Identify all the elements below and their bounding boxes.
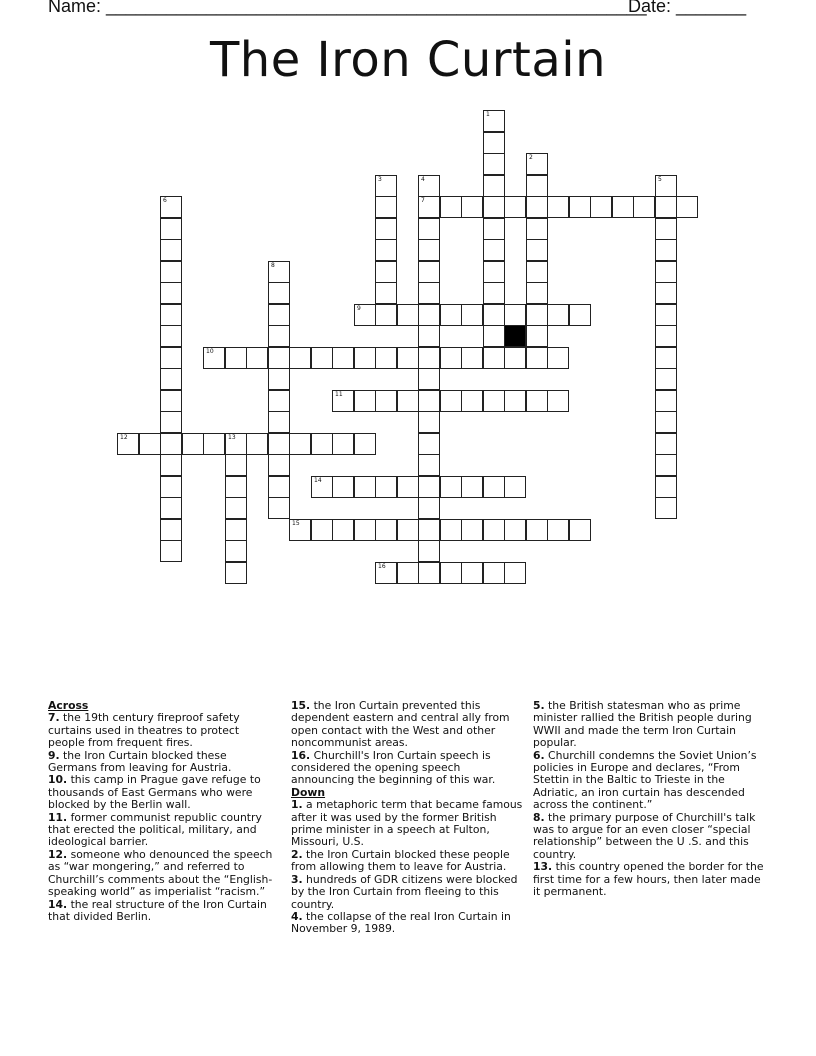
grid-cell[interactable] [375,196,397,218]
grid-cell[interactable] [332,476,354,498]
grid-cell[interactable] [203,433,225,455]
grid-cell[interactable] [160,433,182,455]
grid-cell[interactable] [526,390,548,412]
cell-number: 2 [529,154,533,161]
grid-cell[interactable] [440,196,462,218]
clue-down-3: 3. hundreds of GDR citizens were blocked by the Iron Curtain from fleeing to this country. [291,872,518,911]
clue-down-6: 6. Churchill condemns the Soviet Union’s policies in Europe and declares, “From Stettin in the Baltic to Trieste in the Adriatic, an iron curtain has descended across the continent.” [533,748,757,812]
grid-cell[interactable] [483,175,505,197]
grid-cell[interactable] [397,519,419,541]
grid-cell[interactable] [332,433,354,455]
grid-cell[interactable] [160,218,182,240]
grid-cell[interactable] [483,132,505,154]
grid-cell[interactable] [418,390,440,412]
grid-cell[interactable] [375,239,397,261]
grid-cell[interactable] [160,454,182,476]
grid-cell[interactable] [483,282,505,304]
grid-cell[interactable] [268,282,290,304]
grid-cell[interactable] [418,519,440,541]
grid-cell[interactable] [311,476,333,498]
cell-number: 7 [421,197,425,204]
grid-cell[interactable] [461,390,483,412]
grid-cell[interactable] [590,196,612,218]
grid-cell[interactable] [504,562,526,584]
grid-cell[interactable] [655,304,677,326]
grid-cell[interactable] [117,433,139,455]
grid-cell[interactable] [526,239,548,261]
grid-cell[interactable] [483,196,505,218]
grid-cell[interactable] [547,390,569,412]
grid-cell[interactable] [375,347,397,369]
grid-cell[interactable] [418,239,440,261]
grid-cell[interactable] [418,196,440,218]
clue-across-7: 7. the 19th century fireproof safety curtains used in theatres to protect people from frequent fires. [48,711,240,750]
grid-cell[interactable] [483,476,505,498]
grid-cell[interactable] [418,347,440,369]
grid-cell[interactable] [655,347,677,369]
grid-cell[interactable] [526,282,548,304]
cell-number: 16 [378,563,386,570]
grid-cell[interactable] [504,476,526,498]
grid-cell[interactable] [483,239,505,261]
grid-cell[interactable] [655,196,677,218]
grid-cell[interactable] [526,153,548,175]
grid-cell[interactable] [440,304,462,326]
grid-cell[interactable] [526,325,548,347]
across-heading: Across [48,699,89,712]
grid-cell[interactable] [483,390,505,412]
clue-across-10: 10. this camp in Prague gave refuge to thousands of East Germans who were blocked by the Berlin wall. [48,773,261,812]
clue-down-13: 13. this country opened the border for the first time for a few hours, then later made it permanent. [533,860,764,899]
grid-cell[interactable] [375,282,397,304]
grid-cell[interactable] [655,454,677,476]
grid-cell[interactable] [160,261,182,283]
grid-cell[interactable] [461,304,483,326]
grid-cell[interactable] [375,476,397,498]
grid-cell[interactable] [461,519,483,541]
grid-cell[interactable] [160,411,182,433]
grid-cell[interactable] [612,196,634,218]
clue-down-5: 5. the British statesman who as prime minister rallied the British people during WWII and made the term Iron Curtain popular. [533,699,752,750]
page-title: The Iron Curtain [209,32,607,88]
grid-cell[interactable] [526,196,548,218]
grid-cell[interactable] [225,562,247,584]
grid-cell[interactable] [246,433,268,455]
grid-cell[interactable] [655,261,677,283]
grid-cell[interactable] [268,476,290,498]
grid-cell[interactable] [569,196,591,218]
clues-column-1 [48,700,276,923]
clue-down-1: 1. a metaphoric term that became famous after it was used by the former British prime minister in a speech at Fulton, Missouri, U.S. [291,798,523,849]
grid-cell[interactable] [418,476,440,498]
grid-cell[interactable] [483,347,505,369]
clue-down-2: 2. the Iron Curtain blocked these people from allowing them to leave for Austria. [291,847,510,874]
grid-cell[interactable] [375,218,397,240]
grid-cell[interactable] [483,519,505,541]
grid-cell[interactable] [418,218,440,240]
grid-cell[interactable] [504,347,526,369]
grid-cell[interactable] [504,519,526,541]
grid-cell[interactable] [547,304,569,326]
grid-cell[interactable] [268,368,290,390]
cell-number: 12 [120,434,128,441]
cell-number: 5 [658,176,662,183]
clue-across-11: 11. former communist republic country that erected the political, military, and ideological barrier. [48,810,262,849]
grid-cell[interactable] [268,454,290,476]
grid-cell[interactable] [483,261,505,283]
clue-across-15: 15. the Iron Curtain prevented this dependent eastern and central ally from open contact with the West and other noncommunist areas. [291,699,510,750]
cell-number: 9 [357,305,361,312]
grid-cell[interactable] [418,325,440,347]
grid-cell[interactable] [160,519,182,541]
cell-number: 15 [292,520,300,527]
grid-cell[interactable] [483,153,505,175]
grid-cell[interactable] [418,304,440,326]
grid-cell[interactable] [160,540,182,562]
grid-cell[interactable] [397,304,419,326]
grid-cell[interactable] [655,476,677,498]
grid-cell[interactable] [354,433,376,455]
grid-cell[interactable] [483,325,505,347]
grid-cell[interactable] [139,433,161,455]
grid-cell[interactable] [311,347,333,369]
grid-cell[interactable] [461,562,483,584]
grid-cell[interactable] [311,433,333,455]
cell-number: 1 [486,111,490,118]
grid-cell[interactable] [160,282,182,304]
grid-cell[interactable] [418,368,440,390]
clue-down-4: 4. the collapse of the real Iron Curtain in November 9, 1989. [291,909,511,936]
grid-cell[interactable] [160,368,182,390]
grid-cell[interactable] [440,476,462,498]
grid-cell[interactable] [440,390,462,412]
grid-cell[interactable] [268,433,290,455]
grid-cell[interactable] [225,433,247,455]
grid-cell[interactable] [354,519,376,541]
grid-cell[interactable] [160,304,182,326]
grid-cell[interactable] [160,347,182,369]
grid-cell[interactable] [418,282,440,304]
grid-cell[interactable] [526,304,548,326]
grid-cell[interactable] [160,497,182,519]
grid-cell[interactable] [160,196,182,218]
cell-number: 14 [314,477,322,484]
grid-cell[interactable] [461,476,483,498]
grid-cell[interactable] [483,304,505,326]
grid-cell[interactable] [526,175,548,197]
grid-cell[interactable] [418,497,440,519]
black-cell [504,325,526,347]
grid-cell[interactable] [225,519,247,541]
grid-cell[interactable] [526,519,548,541]
clue-across-12: 12. someone who denounced the speech as “war mongering,” and referred to Churchill’s comments about the “English-speaking world” as imperialist “racism.” [48,847,273,899]
grid-cell[interactable] [182,433,204,455]
grid-cell[interactable] [225,476,247,498]
grid-cell[interactable] [655,497,677,519]
grid-cell[interactable] [268,411,290,433]
grid-cell[interactable] [225,540,247,562]
grid-cell[interactable] [160,390,182,412]
grid-cell[interactable] [225,454,247,476]
grid-cell[interactable] [354,476,376,498]
grid-cell[interactable] [375,175,397,197]
grid-cell[interactable] [418,540,440,562]
clue-across-16: 16. Churchill's Iron Curtain speech is considered the opening speech announcing the beginning of this war. [291,748,496,787]
grid-cell[interactable] [547,196,569,218]
cell-number: 10 [206,348,214,355]
grid-cell[interactable] [397,476,419,498]
name-field[interactable]: Name: ______________________________________________________ [48,0,647,16]
grid-cell[interactable] [375,304,397,326]
grid-cell[interactable] [289,347,311,369]
grid-cell[interactable] [655,411,677,433]
grid-cell[interactable] [375,519,397,541]
grid-cell[interactable] [526,261,548,283]
grid-cell[interactable] [483,562,505,584]
grid-cell[interactable] [547,519,569,541]
grid-cell[interactable] [225,347,247,369]
grid-cell[interactable] [354,347,376,369]
grid-cell[interactable] [354,390,376,412]
grid-cell[interactable] [655,325,677,347]
grid-cell[interactable] [332,390,354,412]
grid-cell[interactable] [418,562,440,584]
grid-cell[interactable] [461,196,483,218]
grid-cell[interactable] [268,347,290,369]
grid-cell[interactable] [440,562,462,584]
cell-number: 8 [271,262,275,269]
grid-cell[interactable] [268,304,290,326]
clue-down-8: 8. the primary purpose of Churchill's talk was to argue for an even closer “special relationship” between the U .S. and this country. [533,810,756,861]
grid-cell[interactable] [332,519,354,541]
grid-cell[interactable] [268,390,290,412]
grid-cell[interactable] [504,196,526,218]
cell-number: 13 [228,434,236,441]
grid-cell[interactable] [418,411,440,433]
grid-cell[interactable] [440,347,462,369]
grid-cell[interactable] [203,347,225,369]
grid-cell[interactable] [440,519,462,541]
grid-cell[interactable] [375,390,397,412]
date-field[interactable]: Date: _______ [628,0,747,16]
grid-cell[interactable] [160,239,182,261]
grid-cell[interactable] [569,304,591,326]
grid-cell[interactable] [418,433,440,455]
grid-cell[interactable] [676,196,698,218]
grid-cell[interactable] [375,261,397,283]
grid-cell[interactable] [160,476,182,498]
grid-cell[interactable] [332,347,354,369]
grid-cell[interactable] [289,433,311,455]
down-heading: Down [291,785,326,799]
grid-cell[interactable] [418,175,440,197]
grid-cell[interactable] [633,196,655,218]
grid-cell[interactable] [526,218,548,240]
grid-cell[interactable] [655,175,677,197]
grid-cell[interactable] [397,347,419,369]
cell-number: 3 [378,176,382,183]
grid-cell[interactable] [655,368,677,390]
grid-cell[interactable] [311,519,333,541]
grid-cell[interactable] [225,497,247,519]
grid-cell[interactable] [504,390,526,412]
grid-cell[interactable] [504,304,526,326]
clue-across-14: 14. the real structure of the Iron Curtain that divided Berlin. [48,897,267,923]
grid-cell[interactable] [354,304,376,326]
grid-cell[interactable] [655,433,677,455]
clues-column-3 [533,700,769,899]
grid-cell[interactable] [418,261,440,283]
grid-cell[interactable] [418,454,440,476]
grid-cell[interactable] [461,347,483,369]
grid-cell[interactable] [268,325,290,347]
cell-number: 4 [421,176,425,183]
clues-column-2 [291,700,525,936]
grid-cell[interactable] [547,347,569,369]
clue-across-9: 9. the Iron Curtain blocked these Germans from leaving for Austria. [48,748,232,775]
grid-cell[interactable] [569,519,591,541]
grid-cell[interactable] [526,347,548,369]
cell-number: 6 [163,197,167,204]
grid-cell[interactable] [655,390,677,412]
grid-cell[interactable] [397,562,419,584]
grid-cell[interactable] [397,390,419,412]
grid-cell[interactable] [483,110,505,132]
grid-cell[interactable] [375,562,397,584]
grid-cell[interactable] [268,261,290,283]
cell-number: 11 [335,391,343,398]
grid-cell[interactable] [268,497,290,519]
grid-cell[interactable] [655,218,677,240]
grid-cell[interactable] [483,218,505,240]
grid-cell[interactable] [655,239,677,261]
grid-cell[interactable] [289,519,311,541]
grid-cell[interactable] [655,282,677,304]
grid-cell[interactable] [246,347,268,369]
grid-cell[interactable] [160,325,182,347]
